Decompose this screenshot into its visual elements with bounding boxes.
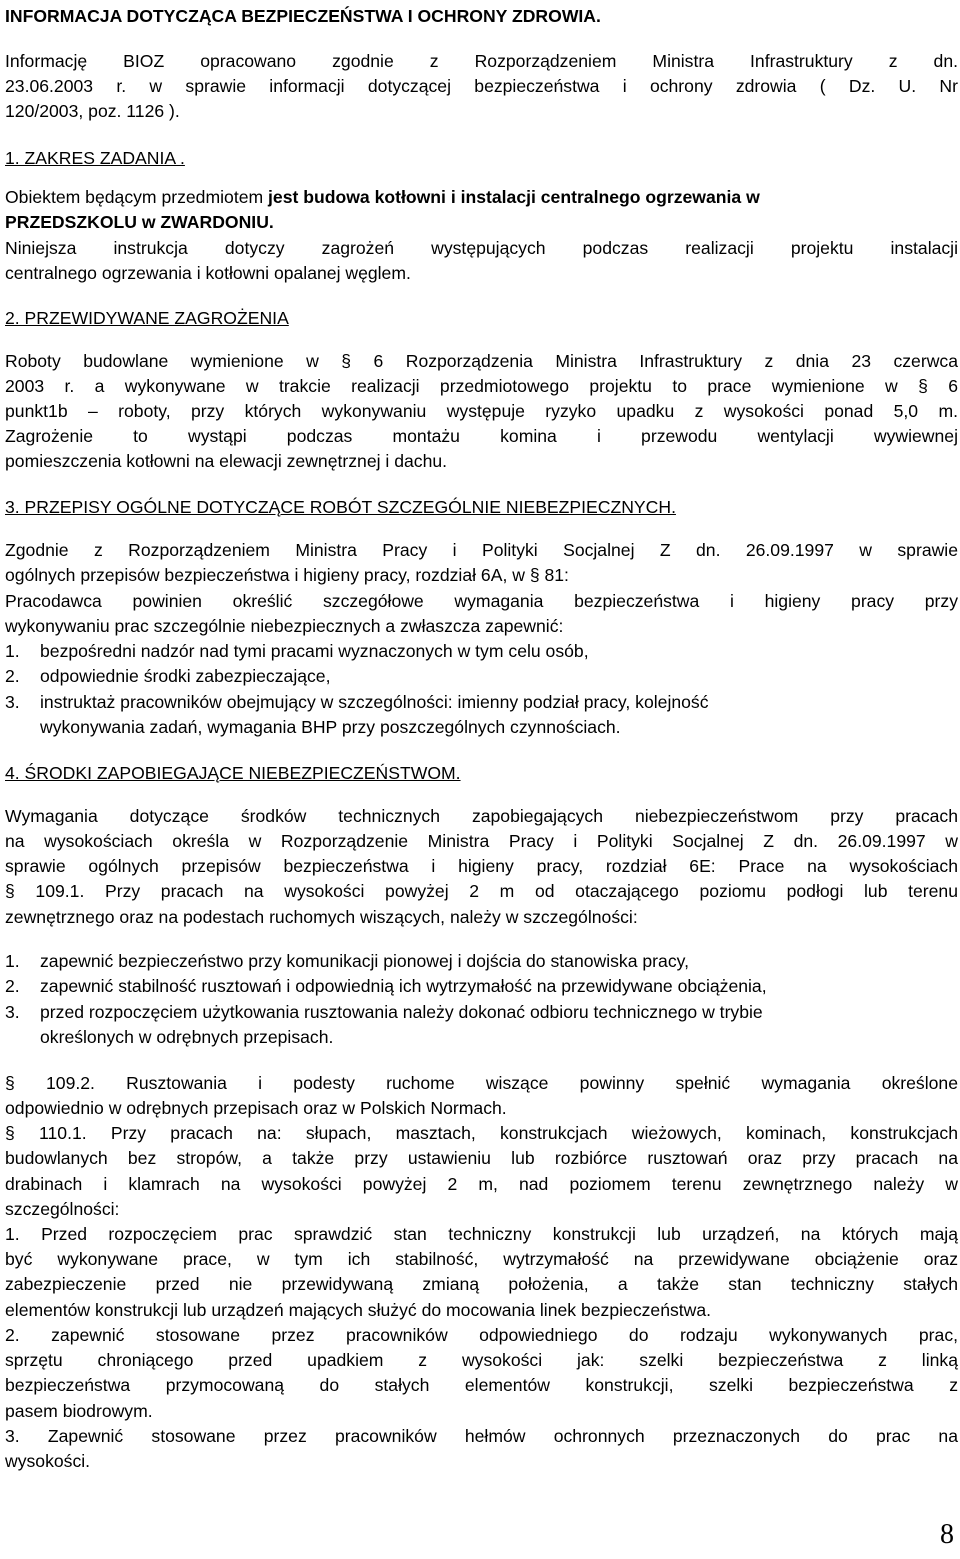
list-item-number: 3. <box>5 692 20 712</box>
section-3-line: wykonywaniu prac szczególnie niebezpiecznych a zwłaszcza zapewnić: <box>5 616 564 636</box>
list-item-number: 3. <box>5 1002 20 1022</box>
section-4-title: 4. ŚRODKI ZAPOBIEGAJĄCE NIEBEZPIECZEŃSTWOM. <box>5 763 461 783</box>
instruction-line: Niniejsza instrukcja dotyczy zagrożeń występujących podczas realizacji projektu instalacji <box>5 238 958 258</box>
paragraph-110-line: bezpieczeństwa przymocowaną do stałych elementów konstrukcji, szelki bezpieczeństwa z <box>5 1375 958 1395</box>
list-item <box>5 690 958 715</box>
paragraph-110-line: 3. Zapewnić stosowane przez pracowników hełmów ochronnych przeznaczonych do prac na <box>5 1426 958 1446</box>
section-3-line: ogólnych przepisów bezpieczeństwa i higieny pracy, rozdział 6A, w § 81: <box>5 565 569 585</box>
list-item <box>5 639 958 664</box>
paragraph-110-line: zabezpieczenie przed nie przewidywaną zmianą położenia, a także stan techniczny stałych <box>5 1274 958 1294</box>
list-item-number: 1. <box>5 641 20 661</box>
section-4-line: na wysokościach określa w Rozporządzenie Ministra Pracy i Polityki Socjalnej Z dn. 26.09.1997 w <box>5 831 958 851</box>
intro-line: 120/2003, poz. 1126 ). <box>5 101 180 121</box>
paragraph-110-line: pasem biodrowym. <box>5 1401 153 1421</box>
section-4-line: sprawie ogólnych przepisów bezpieczeństwa i higieny pracy, rozdział 6E: Prace na wysokościach <box>5 856 958 876</box>
section-1-title: 1. ZAKRES ZADANIA . <box>5 148 185 168</box>
list-item-text: instruktaż pracowników obejmujący w szczególności: imienny podział pracy, kolejność <box>40 692 709 712</box>
section-4-line: Wymagania dotyczące środków technicznych zapobiegających niebezpieczeństwom przy pracach <box>5 806 958 826</box>
paragraph-110-line: szczególności: <box>5 1199 120 1219</box>
intro-line: 23.06.2003 r. w sprawie informacji dotyczącej bezpieczeństwa i ochrony zdrowia ( Dz. U. Nr <box>5 76 958 96</box>
section-2-line: punkt1b – roboty, przy których wykonywaniu występuje ryzyko upadku z wysokości ponad 5,0 m. <box>5 401 958 421</box>
list-item-continuation: określonych w odrębnych przepisach. <box>40 1027 334 1047</box>
paragraph-109-2-line: § 109.2. Rusztowania i podesty ruchome wiszące powinny spełnić wymagania określone <box>5 1073 958 1093</box>
object-text-bold: jest budowa kotłowni i instalacji centralnego ogrzewania w <box>268 187 760 207</box>
paragraph-110-line: § 110.1. Przy pracach na: słupach, masztach, konstrukcjach wieżowych, kominach, konstrukcjach <box>5 1123 958 1143</box>
section-3-line: Pracodawca powinien określić szczegółowe wymagania bezpieczeństwa i higieny pracy przy <box>5 591 958 611</box>
section-3-title: 3. PRZEPISY OGÓLNE DOTYCZĄCE ROBÓT SZCZEGÓLNIE NIEBEZPIECZNYCH. <box>5 497 676 517</box>
object-name: PRZEDSZKOLU w ZWARDONIU. <box>5 212 274 232</box>
paragraph-110-line: budowlanych bez stropów, a także przy ustawieniu lub rozbiórce rusztowań oraz przy pracach na <box>5 1148 958 1168</box>
list-item-continuation: wykonywania zadań, wymagania BHP przy poszczególnych czynnościach. <box>40 717 621 737</box>
paragraph-110-line: 2. zapewnić stosowane przez pracowników odpowiedniego do rodzaju wykonywanych prac, <box>5 1325 958 1345</box>
section-4-line: zewnętrznego oraz na podestach ruchomych wiszących, należy w szczególności: <box>5 907 638 927</box>
list-item-number: 2. <box>5 666 20 686</box>
section-4-line: § 109.1. Przy pracach na wysokości powyżej 2 m od otaczającego poziomu podłogi lub terenu <box>5 881 958 901</box>
section-2-line: pomieszczenia kotłowni na elewacji zewnętrznej i dachu. <box>5 451 448 471</box>
paragraph-110-line: elementów konstrukcji lub urządzeń mających służyć do mocowania linek bezpieczeństwa. <box>5 1300 712 1320</box>
list-item <box>5 974 958 999</box>
intro-line: Informację BIOZ opracowano zgodnie z Rozporządzeniem Ministra Infrastruktury z dn. <box>5 51 958 71</box>
list-item-number: 2. <box>5 976 20 996</box>
instruction-line: centralnego ogrzewania i kotłowni opalanej węglem. <box>5 263 411 283</box>
list-item-text: zapewnić stabilność rusztowań i odpowiednią ich wytrzymałość na przewidywane obciążenia, <box>40 976 767 996</box>
document-heading: INFORMACJA DOTYCZĄCA BEZPIECZEŃSTWA I OCHRONY ZDROWIA. <box>5 6 601 26</box>
paragraph-109-2-line: odpowiednio w odrębnych przepisach oraz w Polskich Normach. <box>5 1098 507 1118</box>
list-item <box>5 1000 958 1025</box>
section-2-line: Zagrożenie to wystąpi podczas montażu komina i przewodu wentylacji wywiewnej <box>5 426 958 446</box>
list-item-text: odpowiednie środki zabezpieczające, <box>40 666 331 686</box>
paragraph-110-line: sprzętu chroniącego przed upadkiem z wysokości jak: szelki bezpieczeństwa z linką <box>5 1350 958 1370</box>
list-item-text: zapewnić bezpieczeństwo przy komunikacji pionowej i dojścia do stanowiska pracy, <box>40 951 690 971</box>
list-item-text: bezpośredni nadzór nad tymi pracami wyznaczonych w tym celu osób, <box>40 641 589 661</box>
section-2-title: 2. PRZEWIDYWANE ZAGROŻENIA <box>5 308 289 328</box>
list-item <box>5 949 958 974</box>
section-3-line: Zgodnie z Rozporządzeniem Ministra Pracy i Polityki Socjalnej Z dn. 26.09.1997 w sprawie <box>5 540 958 560</box>
list-item-text: przed rozpoczęciem użytkowania rusztowania należy dokonać odbioru technicznego w trybie <box>40 1002 763 1022</box>
section-2-line: 2003 r. a wykonywane w trakcie realizacji przedmiotowego projektu to prace wymienione w § 6 <box>5 376 958 396</box>
object-text: Obiektem będącym przedmiotem <box>5 187 269 207</box>
paragraph-110-line: 1. Przed rozpoczęciem prac sprawdzić stan techniczny konstrukcji lub urządzeń, na których mają <box>5 1224 958 1244</box>
list-item-number: 1. <box>5 951 20 971</box>
section-2-line: Roboty budowlane wymienione w § 6 Rozporządzenia Ministra Infrastruktury z dnia 23 czerwca <box>5 351 958 371</box>
list-item <box>5 664 958 689</box>
paragraph-110-line: wysokości. <box>5 1451 91 1471</box>
paragraph-110-line: drabinach i klamrach na wysokości powyżej 2 m, nad poziomem terenu zewnętrznego należy w <box>5 1174 958 1194</box>
paragraph-110-line: być wykonywane prace, w tym ich stabilność, wytrzymałość na przewidywane obciążenie oraz <box>5 1249 958 1269</box>
page-number: 8 <box>940 1519 954 1550</box>
object-line <box>5 185 958 210</box>
